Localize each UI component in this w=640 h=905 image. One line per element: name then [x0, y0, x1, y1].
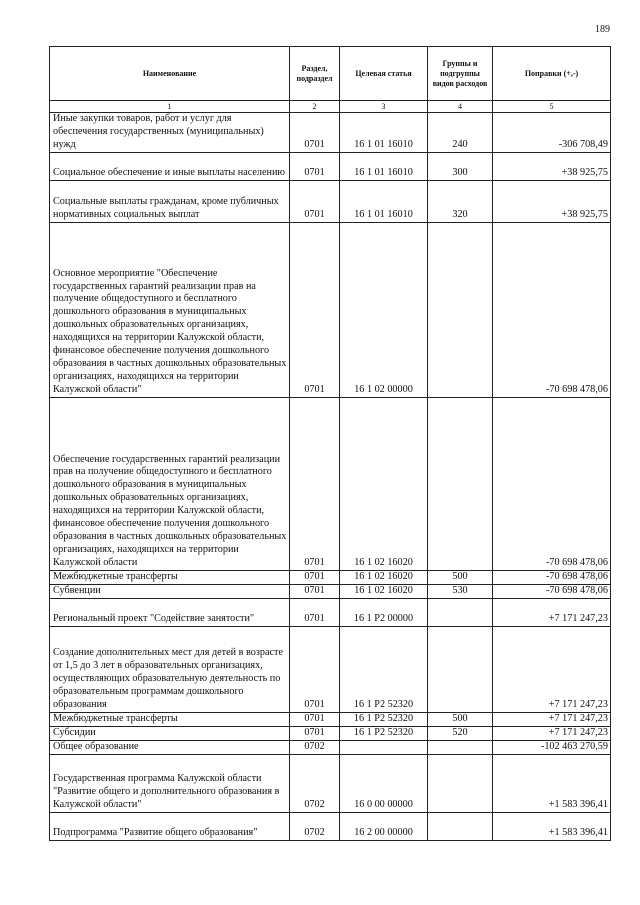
table-row	[50, 180, 611, 222]
table-row	[50, 740, 611, 754]
row-section: 0702	[290, 754, 340, 812]
column-number: 5	[493, 101, 611, 113]
row-expense-group: 500	[428, 712, 493, 726]
row-section: 0701	[290, 113, 340, 153]
budget-amendments-table	[49, 46, 611, 841]
row-amount: +7 171 247,23	[493, 626, 611, 712]
row-section: 0702	[290, 740, 340, 754]
header-section: Раздел, подраздел	[290, 47, 340, 101]
row-expense-group	[428, 397, 493, 570]
header-expense-groups: Группы и подгруппы видов расходов	[428, 47, 493, 101]
row-expense-group	[428, 812, 493, 840]
row-section: 0701	[290, 180, 340, 222]
header-amendments: Поправки (+,-)	[493, 47, 611, 101]
row-amount: +1 583 396,41	[493, 812, 611, 840]
row-expense-group: 320	[428, 180, 493, 222]
table-row	[50, 222, 611, 397]
row-name: Субсидии	[50, 726, 290, 740]
row-section: 0701	[290, 397, 340, 570]
row-target-article: 16 2 00 00000	[340, 812, 428, 840]
row-name: Общее образование	[50, 740, 290, 754]
row-expense-group	[428, 754, 493, 812]
row-amount: +38 925,75	[493, 152, 611, 180]
row-section: 0702	[290, 812, 340, 840]
row-amount: -70 698 478,06	[493, 584, 611, 598]
row-target-article: 16 1 02 16020	[340, 584, 428, 598]
row-target-article: 16 1 02 16020	[340, 570, 428, 584]
row-target-article: 16 1 02 00000	[340, 222, 428, 397]
row-target-article: 16 1 01 16010	[340, 113, 428, 153]
row-section: 0701	[290, 584, 340, 598]
row-expense-group: 500	[428, 570, 493, 584]
row-expense-group: 300	[428, 152, 493, 180]
table-row	[50, 812, 611, 840]
row-target-article: 16 1 01 16010	[340, 180, 428, 222]
row-target-article: 16 1 P2 52320	[340, 726, 428, 740]
row-name: Социальное обеспечение и иные выплаты населению	[50, 152, 290, 180]
row-section: 0701	[290, 626, 340, 712]
row-expense-group: 530	[428, 584, 493, 598]
row-amount: -102 463 270,59	[493, 740, 611, 754]
column-number: 3	[340, 101, 428, 113]
row-name: Подпрограмма "Развитие общего образования"	[50, 812, 290, 840]
row-target-article: 16 1 01 16010	[340, 152, 428, 180]
table-row	[50, 626, 611, 712]
row-name: Социальные выплаты гражданам, кроме публичных нормативных социальных выплат	[50, 180, 290, 222]
row-name: Основное мероприятие "Обеспечение государственных гарантий реализации прав на получение общедоступного и бесплатного дошкольного образования в муниципальных дошкольных образовательных организациях, находящихся на территории Калужской области, финансовое обеспечение получения дошкольного образования в частных дошкольных образовательных организациях, находящихся на территории Калужской области"	[50, 222, 290, 397]
header-target-article: Целевая статья	[340, 47, 428, 101]
row-target-article: 16 0 00 00000	[340, 754, 428, 812]
table-row	[50, 726, 611, 740]
row-name: Обеспечение государственных гарантий реализации прав на получение общедоступного и бесплатного дошкольного образования в муниципальных дошкольных образовательных организациях, находящихся на территории Калужской области, финансовое обеспечение получения дошкольного образования в частных дошкольных образовательных организациях, находящихся на территории Калужской области	[50, 397, 290, 570]
table-row	[50, 754, 611, 812]
row-amount: +1 583 396,41	[493, 754, 611, 812]
row-section: 0701	[290, 726, 340, 740]
row-name: Субвенции	[50, 584, 290, 598]
row-expense-group: 240	[428, 113, 493, 153]
row-name: Иные закупки товаров, работ и услуг для обеспечения государственных (муниципальных) нужд	[50, 113, 290, 153]
row-expense-group	[428, 598, 493, 626]
row-expense-group: 520	[428, 726, 493, 740]
row-amount: +7 171 247,23	[493, 712, 611, 726]
row-target-article: 16 1 P2 00000	[340, 598, 428, 626]
header-name: Наименование	[50, 47, 290, 101]
row-amount: -70 698 478,06	[493, 570, 611, 584]
row-name: Межбюджетные трансферты	[50, 712, 290, 726]
row-name: Создание дополнительных мест для детей в возрасте от 1,5 до 3 лет в образовательных организациях, осуществляющих образовательную деятельность по образовательным программам дошкольного образования	[50, 626, 290, 712]
table-row	[50, 570, 611, 584]
row-section: 0701	[290, 222, 340, 397]
row-amount: +38 925,75	[493, 180, 611, 222]
row-target-article: 16 1 02 16020	[340, 397, 428, 570]
table-row	[50, 152, 611, 180]
row-target-article: 16 1 P2 52320	[340, 626, 428, 712]
table-row	[50, 584, 611, 598]
row-section: 0701	[290, 712, 340, 726]
row-expense-group	[428, 740, 493, 754]
row-section: 0701	[290, 152, 340, 180]
row-amount: +7 171 247,23	[493, 726, 611, 740]
column-number: 4	[428, 101, 493, 113]
row-target-article	[340, 740, 428, 754]
row-amount: -70 698 478,06	[493, 397, 611, 570]
column-number: 1	[50, 101, 290, 113]
row-amount: +7 171 247,23	[493, 598, 611, 626]
row-amount: -306 708,49	[493, 113, 611, 153]
row-expense-group	[428, 626, 493, 712]
row-section: 0701	[290, 570, 340, 584]
table-header-row	[50, 47, 611, 101]
row-amount: -70 698 478,06	[493, 222, 611, 397]
page-number: 189	[595, 24, 610, 35]
table-row	[50, 397, 611, 570]
row-name: Государственная программа Калужской области "Развитие общего и дополнительного образования в Калужской области"	[50, 754, 290, 812]
column-number-row	[50, 101, 611, 113]
row-name: Межбюджетные трансферты	[50, 570, 290, 584]
row-target-article: 16 1 P2 52320	[340, 712, 428, 726]
row-name: Региональный проект "Содействие занятости"	[50, 598, 290, 626]
table-row	[50, 712, 611, 726]
table-row	[50, 113, 611, 153]
row-expense-group	[428, 222, 493, 397]
column-number: 2	[290, 101, 340, 113]
table-row	[50, 598, 611, 626]
row-section: 0701	[290, 598, 340, 626]
